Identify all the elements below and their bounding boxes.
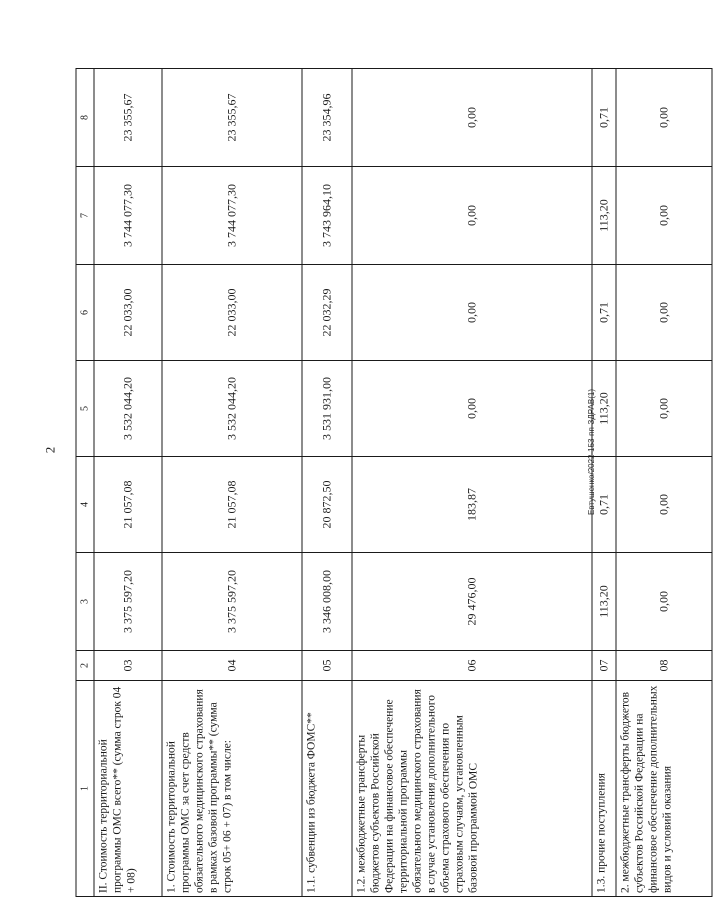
cell-value: 183,87 <box>352 457 592 553</box>
cell-value: 3 743 964,10 <box>302 167 352 265</box>
cell-value: 23 354,96 <box>302 69 352 167</box>
cell-value: 0,00 <box>352 361 592 457</box>
row-code: 05 <box>302 651 352 681</box>
cell-value: 0,71 <box>592 69 616 167</box>
cell-value: 0,00 <box>616 265 712 361</box>
cell-value: 0,00 <box>616 457 712 553</box>
row-name: 2. межбюджетные трансферты бюджетов субъектов Российской Федерации на финансовое обеспечение дополнительных видов и условий оказания <box>616 681 712 897</box>
header-cell: 2 <box>76 651 94 681</box>
cell-value: 0,71 <box>592 457 616 553</box>
cell-value: 29 476,00 <box>352 553 592 651</box>
row-name: II. Стоимость территориальной программы ОМС всего** (сумма строк 04 + 08) <box>94 681 162 897</box>
cell-value: 3 532 044,20 <box>94 361 162 457</box>
table-row <box>162 69 302 897</box>
row-code: 06 <box>352 651 592 681</box>
cell-value: 0,00 <box>616 69 712 167</box>
cell-value: 3 346 008,00 <box>302 553 352 651</box>
cell-value: 3 532 044,20 <box>162 361 302 457</box>
header-cell: 3 <box>76 553 94 651</box>
header-cell: 8 <box>76 69 94 167</box>
cell-value: 3 531 931,00 <box>302 361 352 457</box>
row-name: 1. Стоимость территориальной программы ОМС за счет средств обязательного медицинского страхования в рамках базовой программы** (сумма строк 05+ 06 + 07) в том числе: <box>162 681 302 897</box>
table-row <box>616 69 712 897</box>
cell-value: 22 033,00 <box>162 265 302 361</box>
cell-value: 21 057,08 <box>162 457 302 553</box>
cell-value: 21 057,08 <box>94 457 162 553</box>
row-code: 08 <box>616 651 712 681</box>
cell-value: 0,00 <box>616 167 712 265</box>
cell-value: 22 033,00 <box>94 265 162 361</box>
cell-value: 23 355,67 <box>162 69 302 167</box>
header-cell: 7 <box>76 167 94 265</box>
cell-value: 3 744 077,30 <box>94 167 162 265</box>
cell-value: 23 355,67 <box>94 69 162 167</box>
document-footer: Евтушенко/2022-153-пп-ЗДРАВ(1) <box>587 388 596 516</box>
table-row <box>592 69 616 897</box>
row-code: 03 <box>94 651 162 681</box>
cell-value: 3 375 597,20 <box>162 553 302 651</box>
cell-value: 0,00 <box>352 265 592 361</box>
cell-value: 0,71 <box>592 265 616 361</box>
header-cell: 6 <box>76 265 94 361</box>
cell-value: 0,00 <box>616 361 712 457</box>
header-cell: 4 <box>76 457 94 553</box>
row-name: 1.2. межбюджетные трансферты бюджетов субъектов Российской Федерации на финансовое обеспечение территориальной программы обязательного медицинского страхования в случае установления дополнительного объема страхового обеспечения по страховым случаям, установленным базовой программой ОМС <box>352 681 592 897</box>
table-row <box>94 69 162 897</box>
header-cell: 1 <box>76 681 94 897</box>
row-name: 1.3. прочие поступления <box>592 681 616 897</box>
header-cell: 5 <box>76 361 94 457</box>
table-row <box>352 69 592 897</box>
cell-value: 113,20 <box>592 361 616 457</box>
cell-value: 0,00 <box>352 167 592 265</box>
row-name: 1.1. субвенции из бюджета ФОМС** <box>302 681 352 897</box>
cell-value: 22 032,29 <box>302 265 352 361</box>
page-number: 2 <box>42 446 58 454</box>
budget-table <box>76 68 713 897</box>
cell-value: 3 375 597,20 <box>94 553 162 651</box>
cell-value: 113,20 <box>592 167 616 265</box>
cell-value: 113,20 <box>592 553 616 651</box>
table-row <box>302 69 352 897</box>
cell-value: 0,00 <box>352 69 592 167</box>
cell-value: 3 744 077,30 <box>162 167 302 265</box>
cell-value: 0,00 <box>616 553 712 651</box>
table-header-row <box>76 69 94 897</box>
cell-value: 20 872,50 <box>302 457 352 553</box>
row-code: 04 <box>162 651 302 681</box>
row-code: 07 <box>592 651 616 681</box>
